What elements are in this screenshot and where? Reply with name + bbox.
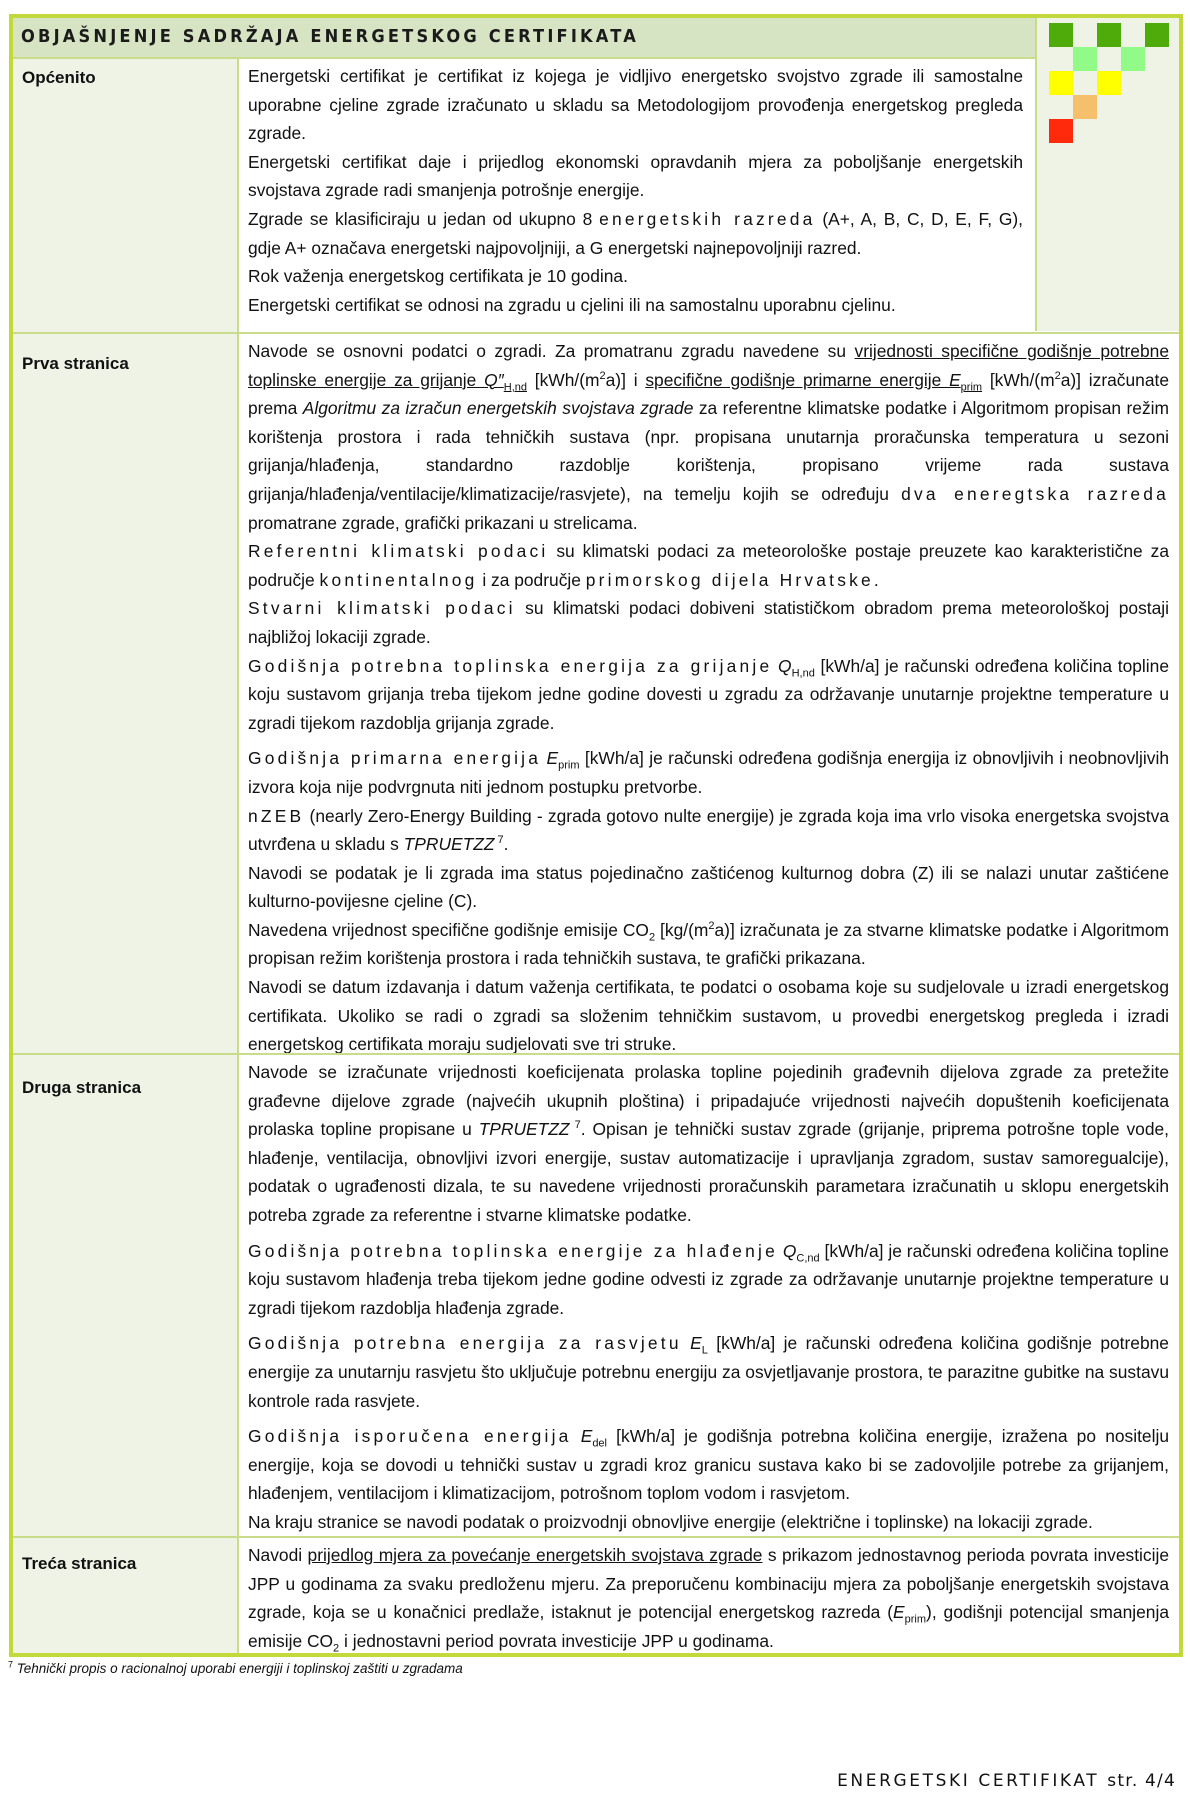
section-label-text: Treća stranica (22, 1554, 137, 1573)
section-paragraph: Rok važenja energetskog certifikata je 10 godina. (248, 266, 628, 287)
page-footer (837, 1771, 1176, 1791)
section-paragraph: Navode se izračunate vrijednosti koeficijenata prolaska topline pojedinih građevnih dijelova zgrade za pretežite građevne dijelove zgrade (najvećih ukupnih ploština) i pripadajuće vrijednosti najvećih dopuštenih koeficijenata prolaska topline propisane u TPRUETZZ $^7$. Opisan je tehnički sustav zgrade (grijanje, priprema potrošne tople vode, hlađenje, ventilacija, obnovljivi izvori energije, sustav automatizacije i upravljanja zgradom, sustav samoregualcije), podatak o ugrađenosti dizala, te su navedene vrijednosti proračunskih parametara izračunatih u sklopu energetskih potreba zgrade za referentne i stvarne klimatske podatke. (248, 1062, 1169, 1225)
section-paragraph: nZEB (nearly Zero-Energy Building - zgrada gotovo nulte energije) je zgrada koja ima vrlo visoka energetska svojstva utvrđena u skladu s TPRUETZZ $^7$. (248, 805, 1169, 855)
section-paragraph: Navodi se podatak je li zgrada ima status pojedinačno zaštićenog kulturnog dobra (Z) ili se nalazi unutar zaštićene kulturno-povijesne cjeline (C). (248, 862, 1169, 912)
energy-class-logo-icon (1049, 23, 1169, 143)
section-paragraph: Energetski certifikat je certifikat iz kojega je vidljivo energetsko svojstvo zgrade ili samostalne uporabne cjeline zgrade izračunato u skladu sa Metodologijom provođenja energetskog pregleda zgrade. (248, 66, 1023, 144)
section-content (248, 1541, 1169, 1655)
section-paragraph: Navode se osnovni podatci o zgradi. Za promatranu zgradu navedene su vrijednosti specifične godišnje potrebne toplinske energije za grijanje $Q''_{H,nd}$ $[kWh/(m^2a)]$ i specifične godišnje primarne energije $E_{prim}$ $[kWh/(m^2a)]$ izračunate prema Algoritmu za izračun energetskih svojstava zgrade za referentne klimatske podatke i Algoritmom propisan režim korištenja prostora i rada tehničkih sustava (npr. propisana unutarnja proračunska temperatura u sezoni grijanja/hlađenja, standardno razdoblje korištenja, propisano vrijeme rada sustava grijanja/hlađenja/ventilacije/klimatizacije/rasvjete), na temelju kojih se određuju dva eneregtska razreda promatrane zgrade, grafički prikazani u strelicama. (248, 341, 1169, 533)
section-label (13, 59, 239, 332)
energy-class-square (1073, 47, 1097, 71)
explanation-table (9, 14, 1183, 1657)
section-row-opcenito (13, 59, 1035, 332)
section-paragraph: Energetski certifikat se odnosi na zgradu u cjelini ili na samostalnu uporabnu cjelinu. (248, 294, 896, 315)
energy-class-square (1049, 23, 1073, 47)
section-body (239, 334, 1179, 1053)
section-body (239, 1538, 1179, 1653)
section-label (13, 1055, 239, 1536)
section-paragraph: Godišnja potrebna energija za rasvjetu $E_L$ [kWh/a] je računski određena količina godišnje potrebne energije za unutarnju rasvjetu što uključuje potrebnu energiju za osvjetljavanje prostora, te parazitne gubitke na sustavu kontrole rada rasvjete. (248, 1333, 1169, 1411)
section-row-prva-stranica (13, 332, 1179, 1053)
section-paragraph: Godišnja potrebna toplinska energije za hlađenje $Q_{C,nd}$ [kWh/a] je računski određena količina topline koju sustavom hlađenja treba tijekom jedne godine odvesti iz zgrade za održavanje unutarnje projektne temperature u zgradi tijekom razdoblja hlađenja zgrade. (248, 1240, 1169, 1318)
energy-logo-column (1035, 18, 1179, 331)
section-paragraph: Stvarni klimatski podaci su klimatski podaci dobiveni statističkom obradom prema meteorološkoj postaji najbližoj lokaciji zgrade. (248, 598, 1169, 647)
section-paragraph: Godišnja potrebna toplinska energija za grijanje $Q_{H,nd}$ [kWh/a] je računski određena količina topline koju sustavom grijanja treba tijekom jedne godine dovesti u zgradu za održavanje unutarnje projektne temperature u zgradi tijekom razdoblja grijanja zgrade. (248, 655, 1169, 733)
section-paragraph: Godišnja primarna energija $E_{prim}$ [kWh/a] je računski određena godišnja energija iz obnovljivih i neobnovljivih izvora koja nije podvrgnuta niti jednom postupku pretvorbe. (248, 748, 1169, 797)
footnote-marker: 7 (8, 1659, 14, 1670)
energy-class-square (1097, 71, 1121, 95)
section-content (248, 1058, 1169, 1537)
energy-class-square (1121, 47, 1145, 71)
section-paragraph: Godišnja isporučena energija $E_{del}$ [kWh/a] je godišnja potrebna količina energije, izražena po nositelju energije, koja se dovodi u tehnički sustav u zgradi kroz granicu sustava kako bi se zadovoljile potrebe za grijanjem, hlađenjem, ventilacijom i klimatizacijom, potrošnom toplom vodom i rasvjetom. (248, 1426, 1169, 1504)
section-body (239, 1055, 1179, 1536)
section-content (248, 62, 1023, 319)
document-label: ENERGETSKI CERTIFIKAT (837, 1771, 1100, 1791)
section-label-text: Općenito (22, 68, 96, 87)
section-content (248, 337, 1169, 1059)
section-paragraph: Na kraju stranice se navodi podatak o proizvodnji obnovljive energije (električne i toplinske) na lokaciji zgrade. (248, 1511, 1093, 1532)
section-label-text: Druga stranica (22, 1078, 142, 1097)
section-label (13, 334, 239, 1053)
section-paragraph: Navedena vrijednost specifične godišnje emisije $CO_2$ $[kg/(m^2a)]$ izračunata je za stvarne klimatske podatke i Algoritmom propisan režim korištenja prostora i rada tehničkih sustava, te grafički prikazana. (248, 919, 1169, 969)
page-title: OBJAŠNJENJE SADRŽAJA ENERGETSKOG CERTIFIKATA (21, 27, 640, 47)
section-label-text: Prva stranica (22, 354, 129, 373)
energy-class-square (1049, 119, 1073, 143)
energy-class-square (1145, 23, 1169, 47)
section-paragraph: Zgrade se klasificiraju u jedan od ukupno 8 energetskih razreda (A+, A, B, C, D, E, F, G), gdje A+ označava energetski najpovoljniji, a G energetski najnepovoljniji razred. (248, 208, 1023, 258)
footnote (8, 1661, 463, 1676)
energy-class-square (1097, 23, 1121, 47)
section-label (13, 1538, 239, 1653)
section-paragraph: Navodi prijedlog mjera za povećanje energetskih svojstava zgrade s prikazom jednostavnog perioda povrata investicije JPP u godinama za svaku predloženu mjeru. Za preporučenu kombinaciju mjera za poboljšanje energetskih svojstava zgrade, koja se u konačnici predlaže, istaknut je potencijal energetskog razreda $(E_{prim})$, godišnji potencijal smanjenja emisije $CO_2$ i jednostavni period povrata investicije JPP u godinama. (248, 1545, 1169, 1655)
section-paragraph: Navodi se datum izdavanja i datum važenja certifikata, te podatci o osobama koje su sudjelovale u izradi energetskog certifikata. Ukoliko se radi o zgradi sa složenim tehničkim sustavom, u provedbi energetskog pregleda i izradi energetskog certifikata moraju sudjelovati sve tri struke. (248, 977, 1169, 1055)
section-paragraph: Energetski certifikat daje i prijedlog ekonomski opravdanih mjera za poboljšanje energetskih svojstava zgrade radi smanjenja potrošnje energije. (248, 151, 1023, 201)
footnote-text: Tehnički propis o racionalnoj uporabi energiji i toplinskoj zaštiti u zgradama (13, 1661, 463, 1676)
section-row-druga-stranica (13, 1053, 1179, 1536)
section-paragraph: Referentni klimatski podaci su klimatski podaci za meteorološke postaje preuzete kao karakteristične za područje kontinentalnog i za područje primorskog dijela Hrvatske. (248, 541, 1169, 590)
energy-class-square (1073, 95, 1097, 119)
section-row-treca-stranica (13, 1536, 1179, 1653)
section-body (239, 59, 1035, 332)
energy-class-square (1049, 71, 1073, 95)
page-number: str. 4/4 (1107, 1771, 1176, 1791)
table-header (13, 18, 1035, 59)
